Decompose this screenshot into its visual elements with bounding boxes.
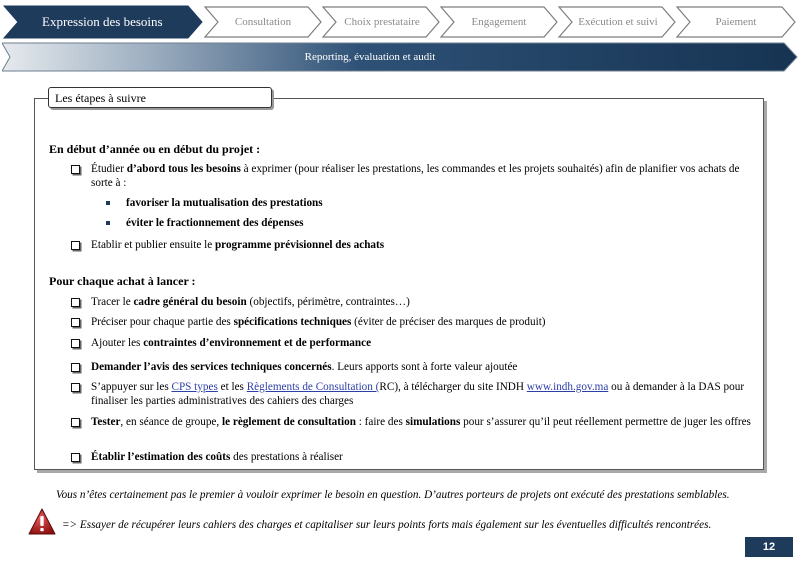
- checkbox-bullet-icon: [71, 165, 80, 174]
- page-number: 12: [745, 537, 793, 557]
- warning-icon: [28, 508, 56, 536]
- list-item: Tracer le cadre général du besoin (objectifs, périmètre, contraintes…): [91, 295, 761, 309]
- step-label: Consultation: [234, 16, 292, 28]
- checkbox-bullet-icon: [71, 318, 80, 327]
- link-indh-site[interactable]: www.indh.gov.ma: [526, 381, 609, 393]
- frame-title: Les étapes à suivre: [48, 87, 272, 108]
- list-item: Tester, en séance de groupe, le règlement de consultation : faire des simulations pour s’assurer qu’il peut réellement permettre de juger les offres: [91, 415, 757, 429]
- section-title-achat: Pour chaque achat à lancer :: [49, 274, 196, 288]
- list-item: Établir l’estimation des coûts des prestations à réaliser: [91, 450, 757, 464]
- checkbox-bullet-icon: [71, 241, 80, 250]
- step-expression-des-besoins[interactable]: [4, 6, 202, 38]
- link-reglements-consultation[interactable]: Règlements de Consultation (: [246, 381, 380, 393]
- list-item: Étudier d’abord tous les besoins à exprimer (pour réaliser les prestations, les commandes et les projets souhaités) afin de planifier vos achats de sorte à :: [91, 162, 761, 190]
- link-cps-types[interactable]: CPS types: [171, 381, 218, 393]
- list-item: Préciser pour chaque partie des spécifications techniques (éviter de préciser des marques de produit): [91, 315, 761, 329]
- step-label: Expression des besoins: [42, 14, 163, 29]
- checkbox-bullet-icon: [71, 363, 80, 372]
- list-item: Etablir et publier ensuite le programme prévisionnel des achats: [91, 238, 761, 252]
- step-choix-prestataire[interactable]: [322, 6, 440, 38]
- step-paiement[interactable]: [676, 6, 796, 38]
- reporting-bar: [2, 42, 798, 72]
- section-title-debut: En début d’année ou en début du projet :: [49, 142, 261, 156]
- checkbox-bullet-icon: [71, 418, 80, 427]
- step-consultation[interactable]: [204, 6, 322, 38]
- process-steps: [0, 0, 800, 42]
- note-text: Vous n’êtes certainement pas le premier à vouloir exprimer le besoin en question. D’autres porteurs de projets ont exécuté des prestations semblables.: [56, 489, 730, 501]
- sub-item: éviter le fractionnement des dépenses: [126, 217, 304, 229]
- checkbox-bullet-icon: [71, 339, 80, 348]
- list-item: Ajouter les contraintes d’environnement et de performance: [91, 336, 761, 350]
- step-execution-et-suivi[interactable]: [558, 6, 676, 38]
- checkbox-bullet-icon: [71, 383, 80, 392]
- step-label: Choix prestataire: [344, 16, 420, 28]
- note-advice: => Essayer de récupérer leurs cahiers des charges et capitaliser sur leurs points forts mais également sur les éventuelles difficultés rencontrées.: [62, 519, 712, 531]
- list-item: Demander l’avis des services techniques concernés. Leurs apports sont à forte valeur ajoutée: [91, 360, 761, 374]
- square-bullet-icon: [106, 221, 110, 225]
- checkbox-bullet-icon: [71, 298, 80, 307]
- square-bullet-icon: [106, 201, 110, 205]
- sub-item: favoriser la mutualisation des prestations: [126, 197, 323, 209]
- step-label: Exécution et suivi: [578, 16, 658, 28]
- step-label: Paiement: [715, 16, 757, 28]
- list-item: S’appuyer sur les CPS types et les Règlements de Consultation (RC), à télécharger du site INDH www.indh.gov.ma ou à demander à la DAS pour finaliser les parties administratives des cahiers des charges: [91, 380, 757, 408]
- checkbox-bullet-icon: [71, 453, 80, 462]
- step-engagement[interactable]: [440, 6, 558, 38]
- step-label: Engagement: [471, 16, 527, 28]
- reporting-label: Reporting, évaluation et audit: [304, 51, 436, 63]
